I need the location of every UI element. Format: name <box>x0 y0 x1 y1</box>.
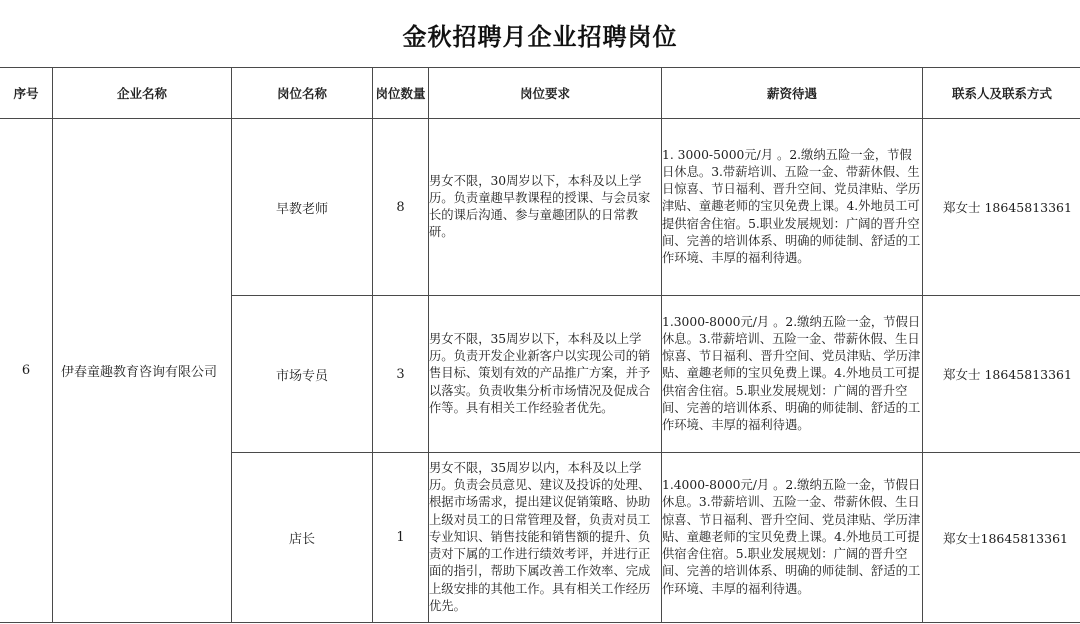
header-contact: 联系人及联系方式 <box>923 68 1080 119</box>
table-row <box>0 119 1080 296</box>
position-requirements: 男女不限，35周岁以内，本科及以上学历。负责会员意见、建议及投诉的处理、根据市场需求，提出建议促销策略、协助上级对员工的日常管理及督，负责对员工专业知识、销售技能和销售额的提升、负责对下属的工作进行绩效考评，并进行正面的指引，帮助下属改善工作效率、完成上级安排的其他工作。具有相关工作经历优先。 <box>429 453 662 623</box>
position-name: 市场专员 <box>232 296 373 453</box>
company-name: 伊春童趣教育咨询有限公司 <box>53 119 232 623</box>
header-index: 序号 <box>0 68 53 119</box>
row-index: 6 <box>0 119 53 623</box>
header-count: 岗位数量 <box>373 68 429 119</box>
position-name: 早教老师 <box>232 119 373 296</box>
header-row <box>0 68 1080 119</box>
header-position: 岗位名称 <box>232 68 373 119</box>
salary-benefits: 1.3000-8000元/月 。2.缴纳五险一金，节假日休息。3.带薪培训、五险一金、带薪休假、生日惊喜、节日福利、晋升空间、党员津贴、学历津贴、童趣老师的宝贝免费上课。4.外地员工可提供宿舍住宿。5.职业发展规划：广阔的晋升空间、完善的培训体系、明确的师徒制、舒适的工作环境、丰厚的福利待遇。 <box>662 296 923 453</box>
page-title: 金秋招聘月企业招聘岗位 <box>402 22 678 51</box>
salary-benefits: 1.4000-8000元/月 。2.缴纳五险一金，节假日休息。3.带薪培训、五险一金、带薪休假、生日惊喜、节日福利、晋升空间、党员津贴、学历津贴、童趣老师的宝贝免费上课。4.外地员工可提供宿舍住宿。5.职业发展规划：广阔的晋升空间、完善的培训体系、明确的师徒制、舒适的工作环境、丰厚的福利待遇。 <box>662 453 923 623</box>
position-requirements: 男女不限，35周岁以下，本科及以上学历。负责开发企业新客户以实现公司的销售目标、策划有效的产品推广方案，并予以落实。负责收集分析市场情况及促成合作等。具有相关工作经验者优先。 <box>429 296 662 453</box>
contact-info: 郑女士 18645813361 <box>923 119 1080 296</box>
job-table <box>0 67 1080 623</box>
position-name: 店长 <box>232 453 373 623</box>
salary-benefits: 1. 3000-5000元/月 。2.缴纳五险一金，节假日休息。3.带薪培训、五险一金、带薪休假、生日惊喜、节日福利、晋升空间、党员津贴、学历津贴、童趣老师的宝贝免费上课。4.外地员工可提供宿舍住宿。5.职业发展规划：广阔的晋升空间、完善的培训体系、明确的师徒制、舒适的工作环境、丰厚的福利待遇。 <box>662 119 923 296</box>
position-count: 8 <box>373 119 429 296</box>
header-requirements: 岗位要求 <box>429 68 662 119</box>
contact-info: 郑女士 18645813361 <box>923 296 1080 453</box>
position-count: 1 <box>373 453 429 623</box>
header-salary: 薪资待遇 <box>662 68 923 119</box>
header-company: 企业名称 <box>53 68 232 119</box>
contact-info: 郑女士18645813361 <box>923 453 1080 623</box>
position-requirements: 男女不限，30周岁以下，本科及以上学历。负责童趣早教课程的授课、与会员家长的课后沟通、参与童趣团队的日常教研。 <box>429 119 662 296</box>
position-count: 3 <box>373 296 429 453</box>
